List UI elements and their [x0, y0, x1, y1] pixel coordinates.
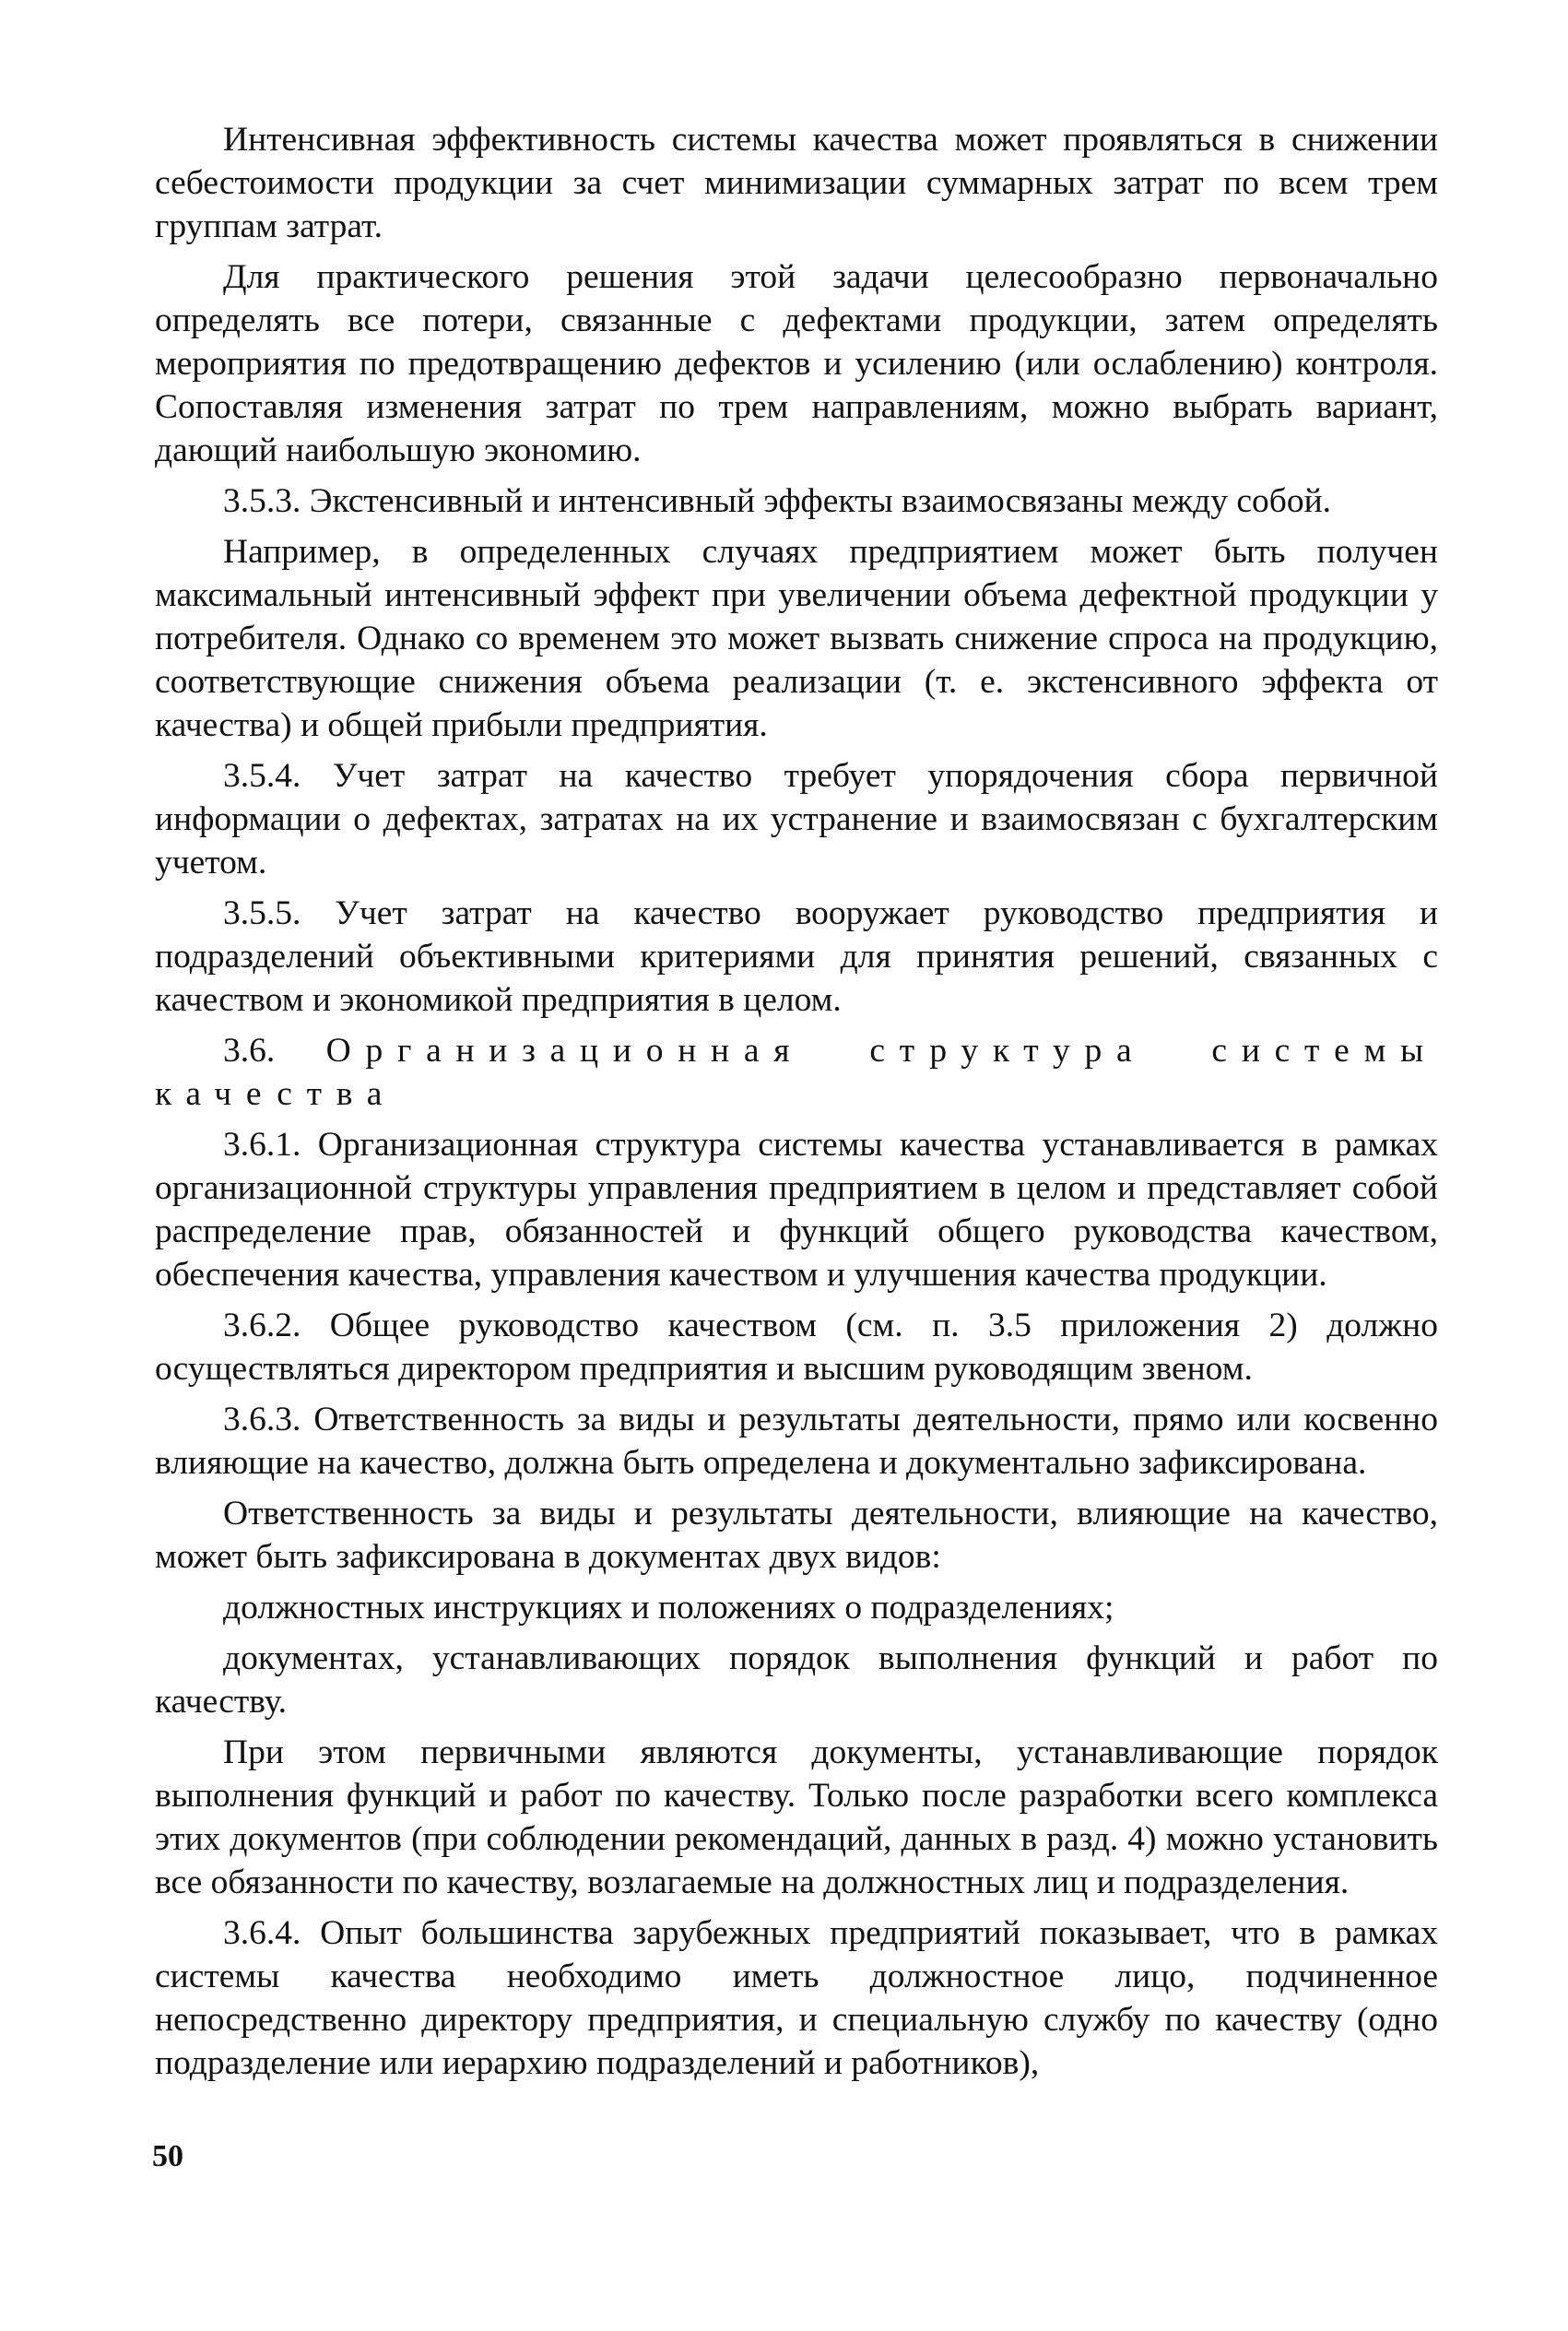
paragraph-primary-documents: При этом первичными являются документы, устанавливающие порядок выполнения функций и работ по качеству. Только после разработки всего комплекса этих документов (при соблюдении рекомендаций, данных в разд. 4) можно установить все обязанности по качеству, возлагаемые на должностных лиц и подразделения. [155, 1733, 1438, 1901]
section-title: Организационная структура системы качества [155, 1032, 1438, 1113]
paragraph-practical-solution: Для практического решения этой задачи целесообразно первоначально определять все потери, связанные с дефектами продукции, затем определять мероприятия по предотвращению дефектов и усилению (или ослаблению) контроля. Сопоставляя изменения затрат по трем направлениям, можно выбрать вариант, дающий наибольшую экономию. [155, 258, 1438, 469]
page-text [155, 118, 1438, 2085]
paragraph-example: Например, в определенных случаях предприятием может быть получен максимальный интенсивный эффект при увеличении объема дефектной продукции у потребителя. Однако со временем это может вызвать снижение спроса на продукцию, соответствующие снижения объема реализации (т. е. экстенсивного эффекта от качества) и общей прибыли предприятия. [155, 533, 1438, 744]
paragraph-intensive-efficiency: Интенсивная эффективность системы качества может проявляться в снижении себестоимости продукции за счет минимизации суммарных затрат по всем трем группам затрат. [155, 121, 1438, 245]
section-heading [155, 1029, 1438, 1116]
paragraph-3-6-1: 3.6.1. Организационная структура системы качества устанавливается в рамках организационной структуры управления предприятием в целом и представляет собой распределение прав, обязанностей и функций общего руководства качеством, обеспечения качества, управления качеством и улучшения качества продукции. [155, 1126, 1438, 1294]
list-item-instructions: должностных инструкциях и положениях о подразделениях; [223, 1589, 1114, 1627]
paragraph-3-5-3: 3.5.3. Экстенсивный и интенсивный эффекты взаимосвязаны между собой. [223, 482, 1332, 520]
paragraph-3-6-3: 3.6.3. Ответственность за виды и результаты деятельности, прямо или косвенно влияющие на качество, должна быть определена и документально зафиксирована. [155, 1401, 1438, 1482]
paragraph-3-6-4: 3.6.4. Опыт большинства зарубежных предприятий показывает, что в рамках системы качества необходимо иметь должностное лицо, подчиненное непосредственно директору предприятия, и специальную службу по качеству (одно подразделение или иерархию подразделений и работников), [155, 1914, 1438, 2082]
paragraph-responsibility: Ответственность за виды и результаты деятельности, влияющие на качество, может быть зафиксирована в документах двух видов: [155, 1495, 1438, 1576]
section-number: 3.6. [223, 1032, 276, 1070]
paragraph-3-5-5: 3.5.5. Учет затрат на качество вооружает руководство предприятия и подразделений объективными критериями для принятия решений, связанных с качеством и экономикой предприятия в целом. [155, 894, 1438, 1019]
page-number: 50 [152, 2139, 183, 2173]
paragraph-3-5-4: 3.5.4. Учет затрат на качество требует упорядочения сбора первичной информации о дефектах, затратах на их устранение и взаимосвязан с бухгалтерским учетом. [155, 757, 1438, 882]
paragraph-3-6-2: 3.6.2. Общее руководство качеством (см. п. 3.5 приложения 2) должно осуществляться директором предприятия и высшим руководящим звеном. [155, 1307, 1438, 1388]
list-item-documents: документах, устанавливающих порядок выполнения функций и работ по качеству. [155, 1639, 1438, 1721]
